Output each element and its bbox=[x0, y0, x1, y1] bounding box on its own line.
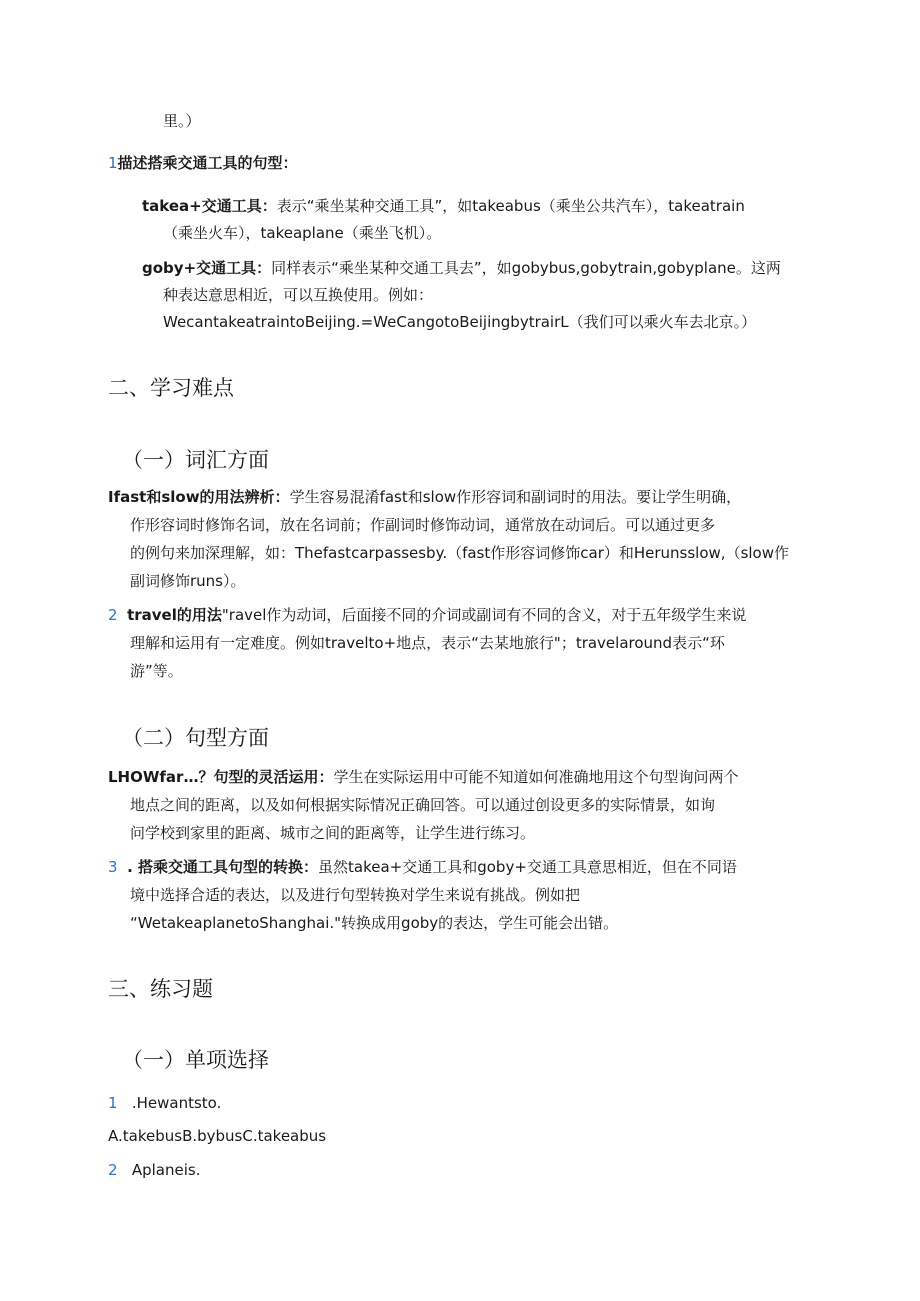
go-by-line-2: 种表达意思相近，可以互换使用。例如： bbox=[163, 286, 434, 304]
fast-slow-line-3: 的例句来加深理解，如：Thefastcarpassesby.（fast作形容词修饰car）和Herunsslow,（slow作 bbox=[130, 544, 789, 562]
travel-line-3: 游”等。 bbox=[130, 662, 183, 680]
question-number: 2 bbox=[108, 1161, 118, 1179]
how-far-term: LHOWfar…？句型的灵活运用： bbox=[108, 768, 334, 786]
how-far-text-1: 学生在实际运用中可能不知道如何准确地用这个句型询问两个 bbox=[333, 768, 739, 786]
subsection-heading-vocabulary: （一）词汇方面 bbox=[122, 448, 269, 472]
conversion-line-1 bbox=[108, 857, 737, 877]
subsection-heading-sentences: （二）句型方面 bbox=[122, 726, 269, 750]
question-text: Aplaneis. bbox=[131, 1161, 201, 1179]
fast-slow-line-2: 作形容词时修饰名词，放在名词前；作副词时修饰动词，通常放在动词后。可以通过更多 bbox=[130, 516, 716, 534]
fast-slow-line-1 bbox=[108, 487, 741, 507]
conversion-line-2: 境中选择合适的表达，以及进行句型转换对学生来说有挑战。例如把 bbox=[130, 886, 581, 904]
point-heading-vehicle-sentences bbox=[108, 153, 298, 173]
continuation-text: 里。） bbox=[163, 112, 201, 130]
take-a-line-1 bbox=[142, 196, 745, 216]
question-1-options: A.takebusB.bybusC.takeabus bbox=[108, 1127, 327, 1145]
how-far-line-2: 地点之间的距离，以及如何根据实际情况正确回答。可以通过创设更多的实际情景，如询 bbox=[130, 796, 716, 814]
subsection-heading-choice: （一）单项选择 bbox=[122, 1048, 269, 1072]
travel-line-1 bbox=[108, 605, 746, 625]
fast-slow-text-1: 学生容易混淆fast和slow作形容词和副词时的用法。要让学生明确， bbox=[289, 488, 742, 506]
fast-slow-line-4: 副词修饰runs）。 bbox=[130, 572, 246, 590]
point-title: 描述搭乘交通工具的句型： bbox=[117, 154, 298, 172]
take-a-term: takea+交通工具： bbox=[142, 197, 277, 215]
conversion-term: . 搭乘交通工具句型的转换： bbox=[127, 858, 319, 876]
question-text: .Hewantsto. bbox=[131, 1094, 222, 1112]
question-number: 1 bbox=[108, 1094, 118, 1112]
travel-term: travel的用法 bbox=[127, 606, 222, 624]
question-2 bbox=[108, 1160, 201, 1180]
travel-line-2: 理解和运用有一定难度。例如travelto+地点，表示“去某地旅行"；travelaround表示“环 bbox=[130, 634, 725, 652]
section-heading-exercises: 三、练习题 bbox=[108, 977, 213, 1001]
go-by-line-1 bbox=[142, 258, 781, 278]
how-far-line-3: 问学校到家里的距离、城市之间的距离等，让学生进行练习。 bbox=[130, 824, 536, 842]
travel-text-1: "ravel作为动词，后面接不同的介词或副词有不同的含义，对于五年级学生来说 bbox=[221, 606, 747, 624]
section-heading-difficulties: 二、学习难点 bbox=[108, 376, 234, 400]
list-number: 1 bbox=[108, 154, 118, 172]
list-number: 3 bbox=[108, 858, 118, 876]
go-by-term: goby+交通工具： bbox=[142, 259, 272, 277]
list-number: 2 bbox=[108, 606, 118, 624]
fast-slow-term: Ifast和slow的用法辨析： bbox=[108, 488, 290, 506]
go-by-text-1: 同样表示“乘坐某种交通工具去”，如gobybus,gobytrain,gobyplane。这两 bbox=[271, 259, 781, 277]
how-far-line-1 bbox=[108, 767, 738, 787]
conversion-text-1: 虽然takea+交通工具和goby+交通工具意思相近，但在不同语 bbox=[318, 858, 737, 876]
take-a-line-2: （乘坐火车），takeaplane（乘坐飞机）。 bbox=[163, 224, 442, 242]
conversion-line-3: “WetakeaplanetoShanghai."转换成用goby的表达，学生可能会出错。 bbox=[130, 914, 619, 932]
go-by-example: WecantakeatraintoBeijing.=WeCangotoBeijingbytrairL（我们可以乘火车去北京。） bbox=[163, 313, 757, 331]
take-a-text-1: 表示“乘坐某种交通工具”，如takeabus（乘坐公共汽车），takeatrain bbox=[276, 197, 745, 215]
question-1 bbox=[108, 1093, 221, 1113]
